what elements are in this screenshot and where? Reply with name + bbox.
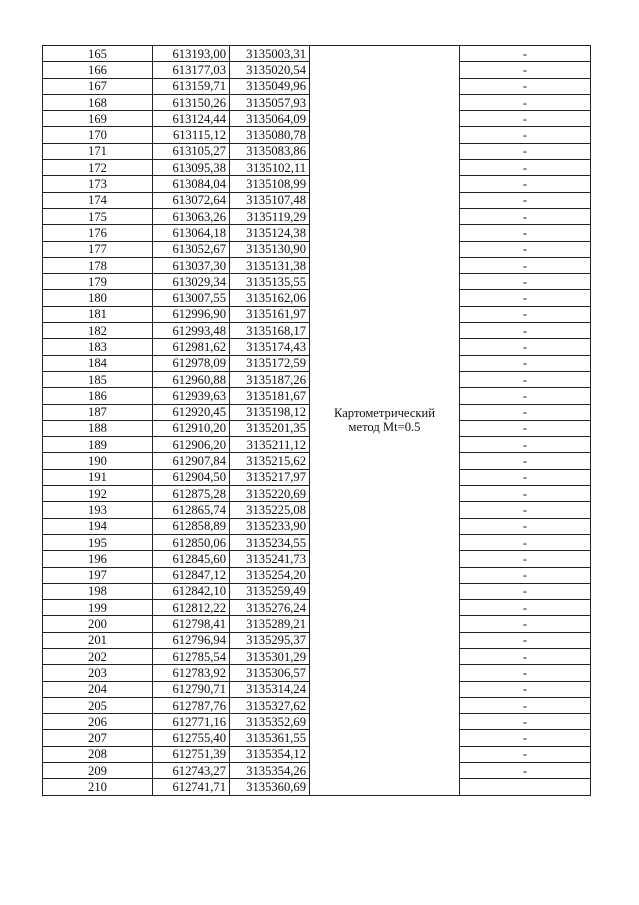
- y-coordinate-cell: 3135233,90: [230, 518, 310, 534]
- point-number-cell: 173: [43, 176, 153, 192]
- coordinates-table: [42, 45, 591, 796]
- y-coordinate-cell: 3135131,38: [230, 257, 310, 273]
- point-number-cell: 181: [43, 306, 153, 322]
- point-number-cell: 194: [43, 518, 153, 534]
- x-coordinate-cell: 612790,71: [153, 681, 230, 697]
- x-coordinate-cell: 613007,55: [153, 290, 230, 306]
- accuracy-mark-cell: -: [460, 502, 591, 518]
- accuracy-mark-cell: -: [460, 176, 591, 192]
- method-cell: [310, 46, 460, 796]
- x-coordinate-cell: 612993,48: [153, 323, 230, 339]
- accuracy-mark-cell: -: [460, 306, 591, 322]
- x-coordinate-cell: 612996,90: [153, 306, 230, 322]
- accuracy-mark-cell: -: [460, 192, 591, 208]
- point-number-cell: 176: [43, 225, 153, 241]
- point-number-cell: 189: [43, 437, 153, 453]
- x-coordinate-cell: 612771,16: [153, 714, 230, 730]
- accuracy-mark-cell: -: [460, 632, 591, 648]
- x-coordinate-cell: 612960,88: [153, 371, 230, 387]
- table-row: [43, 46, 591, 62]
- point-number-cell: 170: [43, 127, 153, 143]
- y-coordinate-cell: 3135220,69: [230, 486, 310, 502]
- y-coordinate-cell: 3135354,26: [230, 763, 310, 779]
- point-number-cell: 171: [43, 143, 153, 159]
- x-coordinate-cell: 613064,18: [153, 225, 230, 241]
- point-number-cell: 174: [43, 192, 153, 208]
- x-coordinate-cell: 612743,27: [153, 763, 230, 779]
- point-number-cell: 177: [43, 241, 153, 257]
- accuracy-mark-cell: -: [460, 518, 591, 534]
- x-coordinate-cell: 613105,27: [153, 143, 230, 159]
- x-coordinate-cell: 612939,63: [153, 388, 230, 404]
- x-coordinate-cell: 612785,54: [153, 648, 230, 664]
- x-coordinate-cell: 613095,38: [153, 160, 230, 176]
- y-coordinate-cell: 3135354,12: [230, 746, 310, 762]
- x-coordinate-cell: 612904,50: [153, 469, 230, 485]
- y-coordinate-cell: 3135234,55: [230, 534, 310, 550]
- accuracy-mark-cell: -: [460, 62, 591, 78]
- y-coordinate-cell: 3135130,90: [230, 241, 310, 257]
- x-coordinate-cell: 612906,20: [153, 437, 230, 453]
- x-coordinate-cell: 612847,12: [153, 567, 230, 583]
- point-number-cell: 210: [43, 779, 153, 795]
- x-coordinate-cell: 612845,60: [153, 551, 230, 567]
- point-number-cell: 202: [43, 648, 153, 664]
- accuracy-mark-cell: -: [460, 94, 591, 110]
- y-coordinate-cell: 3135119,29: [230, 208, 310, 224]
- accuracy-mark-cell: -: [460, 681, 591, 697]
- point-number-cell: 190: [43, 453, 153, 469]
- x-coordinate-cell: 612978,09: [153, 355, 230, 371]
- accuracy-mark-cell: -: [460, 420, 591, 436]
- point-number-cell: 178: [43, 257, 153, 273]
- y-coordinate-cell: 3135057,93: [230, 94, 310, 110]
- y-coordinate-cell: 3135314,24: [230, 681, 310, 697]
- point-number-cell: 185: [43, 371, 153, 387]
- accuracy-mark-cell: -: [460, 616, 591, 632]
- x-coordinate-cell: 613052,67: [153, 241, 230, 257]
- accuracy-mark-cell: -: [460, 388, 591, 404]
- accuracy-mark-cell: -: [460, 127, 591, 143]
- point-number-cell: 184: [43, 355, 153, 371]
- accuracy-mark-cell: -: [460, 469, 591, 485]
- x-coordinate-cell: 612981,62: [153, 339, 230, 355]
- x-coordinate-cell: 613193,00: [153, 46, 230, 62]
- y-coordinate-cell: 3135215,62: [230, 453, 310, 469]
- x-coordinate-cell: 612812,22: [153, 600, 230, 616]
- point-number-cell: 168: [43, 94, 153, 110]
- y-coordinate-cell: 3135080,78: [230, 127, 310, 143]
- y-coordinate-cell: 3135162,06: [230, 290, 310, 306]
- x-coordinate-cell: 613037,30: [153, 257, 230, 273]
- accuracy-mark-cell: -: [460, 437, 591, 453]
- y-coordinate-cell: 3135174,43: [230, 339, 310, 355]
- point-number-cell: 165: [43, 46, 153, 62]
- point-number-cell: 196: [43, 551, 153, 567]
- x-coordinate-cell: 613159,71: [153, 78, 230, 94]
- y-coordinate-cell: 3135276,24: [230, 600, 310, 616]
- accuracy-mark-cell: -: [460, 551, 591, 567]
- y-coordinate-cell: 3135102,11: [230, 160, 310, 176]
- point-number-cell: 203: [43, 665, 153, 681]
- x-coordinate-cell: 613029,34: [153, 274, 230, 290]
- x-coordinate-cell: 612796,94: [153, 632, 230, 648]
- point-number-cell: 205: [43, 697, 153, 713]
- x-coordinate-cell: 612798,41: [153, 616, 230, 632]
- y-coordinate-cell: 3135289,21: [230, 616, 310, 632]
- y-coordinate-cell: 3135064,09: [230, 111, 310, 127]
- point-number-cell: 191: [43, 469, 153, 485]
- accuracy-mark-cell: -: [460, 697, 591, 713]
- x-coordinate-cell: 612751,39: [153, 746, 230, 762]
- x-coordinate-cell: 612865,74: [153, 502, 230, 518]
- y-coordinate-cell: 3135187,26: [230, 371, 310, 387]
- accuracy-mark-cell: -: [460, 143, 591, 159]
- y-coordinate-cell: 3135259,49: [230, 583, 310, 599]
- y-coordinate-cell: 3135254,20: [230, 567, 310, 583]
- accuracy-mark-cell: -: [460, 486, 591, 502]
- point-number-cell: 172: [43, 160, 153, 176]
- point-number-cell: 206: [43, 714, 153, 730]
- accuracy-mark-cell: -: [460, 78, 591, 94]
- y-coordinate-cell: 3135107,48: [230, 192, 310, 208]
- x-coordinate-cell: 613124,44: [153, 111, 230, 127]
- point-number-cell: 200: [43, 616, 153, 632]
- y-coordinate-cell: 3135168,17: [230, 323, 310, 339]
- accuracy-mark-cell: -: [460, 355, 591, 371]
- point-number-cell: 169: [43, 111, 153, 127]
- point-number-cell: 193: [43, 502, 153, 518]
- y-coordinate-cell: 3135003,31: [230, 46, 310, 62]
- y-coordinate-cell: 3135083,86: [230, 143, 310, 159]
- accuracy-mark-cell: -: [460, 567, 591, 583]
- accuracy-mark-cell: -: [460, 583, 591, 599]
- point-number-cell: 175: [43, 208, 153, 224]
- x-coordinate-cell: 612907,84: [153, 453, 230, 469]
- y-coordinate-cell: 3135327,62: [230, 697, 310, 713]
- point-number-cell: 188: [43, 420, 153, 436]
- x-coordinate-cell: 612741,71: [153, 779, 230, 795]
- y-coordinate-cell: 3135135,55: [230, 274, 310, 290]
- x-coordinate-cell: 613115,12: [153, 127, 230, 143]
- point-number-cell: 180: [43, 290, 153, 306]
- point-number-cell: 183: [43, 339, 153, 355]
- point-number-cell: 208: [43, 746, 153, 762]
- x-coordinate-cell: 612910,20: [153, 420, 230, 436]
- point-number-cell: 192: [43, 486, 153, 502]
- point-number-cell: 197: [43, 567, 153, 583]
- accuracy-mark-cell: -: [460, 290, 591, 306]
- accuracy-mark-cell: -: [460, 600, 591, 616]
- point-number-cell: 187: [43, 404, 153, 420]
- point-number-cell: 198: [43, 583, 153, 599]
- accuracy-mark-cell: -: [460, 225, 591, 241]
- accuracy-mark-cell: -: [460, 257, 591, 273]
- point-number-cell: 209: [43, 763, 153, 779]
- x-coordinate-cell: 612783,92: [153, 665, 230, 681]
- y-coordinate-cell: 3135241,73: [230, 551, 310, 567]
- y-coordinate-cell: 3135352,69: [230, 714, 310, 730]
- accuracy-mark-cell: -: [460, 534, 591, 550]
- y-coordinate-cell: 3135295,37: [230, 632, 310, 648]
- y-coordinate-cell: 3135301,29: [230, 648, 310, 664]
- method-line-2: метод Mt=0.5: [348, 420, 421, 435]
- accuracy-mark-cell: -: [460, 241, 591, 257]
- accuracy-mark-cell: -: [460, 371, 591, 387]
- accuracy-mark-cell: -: [460, 339, 591, 355]
- y-coordinate-cell: 3135217,97: [230, 469, 310, 485]
- y-coordinate-cell: 3135201,35: [230, 420, 310, 436]
- accuracy-mark-cell: -: [460, 208, 591, 224]
- point-number-cell: 182: [43, 323, 153, 339]
- point-number-cell: 195: [43, 534, 153, 550]
- y-coordinate-cell: 3135124,38: [230, 225, 310, 241]
- point-number-cell: 204: [43, 681, 153, 697]
- point-number-cell: 186: [43, 388, 153, 404]
- point-number-cell: 201: [43, 632, 153, 648]
- x-coordinate-cell: 612755,40: [153, 730, 230, 746]
- accuracy-mark-cell: -: [460, 404, 591, 420]
- y-coordinate-cell: 3135161,97: [230, 306, 310, 322]
- point-number-cell: 166: [43, 62, 153, 78]
- x-coordinate-cell: 612787,76: [153, 697, 230, 713]
- x-coordinate-cell: 612850,06: [153, 534, 230, 550]
- y-coordinate-cell: 3135108,99: [230, 176, 310, 192]
- x-coordinate-cell: 612842,10: [153, 583, 230, 599]
- accuracy-mark-cell: [460, 779, 591, 795]
- y-coordinate-cell: 3135361,55: [230, 730, 310, 746]
- point-number-cell: 179: [43, 274, 153, 290]
- y-coordinate-cell: 3135198,12: [230, 404, 310, 420]
- accuracy-mark-cell: -: [460, 763, 591, 779]
- x-coordinate-cell: 612875,28: [153, 486, 230, 502]
- accuracy-mark-cell: -: [460, 46, 591, 62]
- accuracy-mark-cell: -: [460, 160, 591, 176]
- y-coordinate-cell: 3135360,69: [230, 779, 310, 795]
- accuracy-mark-cell: -: [460, 648, 591, 664]
- y-coordinate-cell: 3135225,08: [230, 502, 310, 518]
- x-coordinate-cell: 613072,64: [153, 192, 230, 208]
- accuracy-mark-cell: -: [460, 746, 591, 762]
- accuracy-mark-cell: -: [460, 453, 591, 469]
- accuracy-mark-cell: -: [460, 323, 591, 339]
- y-coordinate-cell: 3135211,12: [230, 437, 310, 453]
- coordinates-table-body: [43, 46, 591, 796]
- x-coordinate-cell: 613177,03: [153, 62, 230, 78]
- y-coordinate-cell: 3135306,57: [230, 665, 310, 681]
- x-coordinate-cell: 613150,26: [153, 94, 230, 110]
- accuracy-mark-cell: -: [460, 730, 591, 746]
- y-coordinate-cell: 3135172,59: [230, 355, 310, 371]
- accuracy-mark-cell: -: [460, 111, 591, 127]
- accuracy-mark-cell: -: [460, 714, 591, 730]
- x-coordinate-cell: 613063,26: [153, 208, 230, 224]
- y-coordinate-cell: 3135181,67: [230, 388, 310, 404]
- x-coordinate-cell: 613084,04: [153, 176, 230, 192]
- point-number-cell: 199: [43, 600, 153, 616]
- y-coordinate-cell: 3135049,96: [230, 78, 310, 94]
- method-line-1: Картометрический: [333, 406, 436, 421]
- accuracy-mark-cell: -: [460, 274, 591, 290]
- accuracy-mark-cell: -: [460, 665, 591, 681]
- point-number-cell: 207: [43, 730, 153, 746]
- x-coordinate-cell: 612920,45: [153, 404, 230, 420]
- y-coordinate-cell: 3135020,54: [230, 62, 310, 78]
- point-number-cell: 167: [43, 78, 153, 94]
- x-coordinate-cell: 612858,89: [153, 518, 230, 534]
